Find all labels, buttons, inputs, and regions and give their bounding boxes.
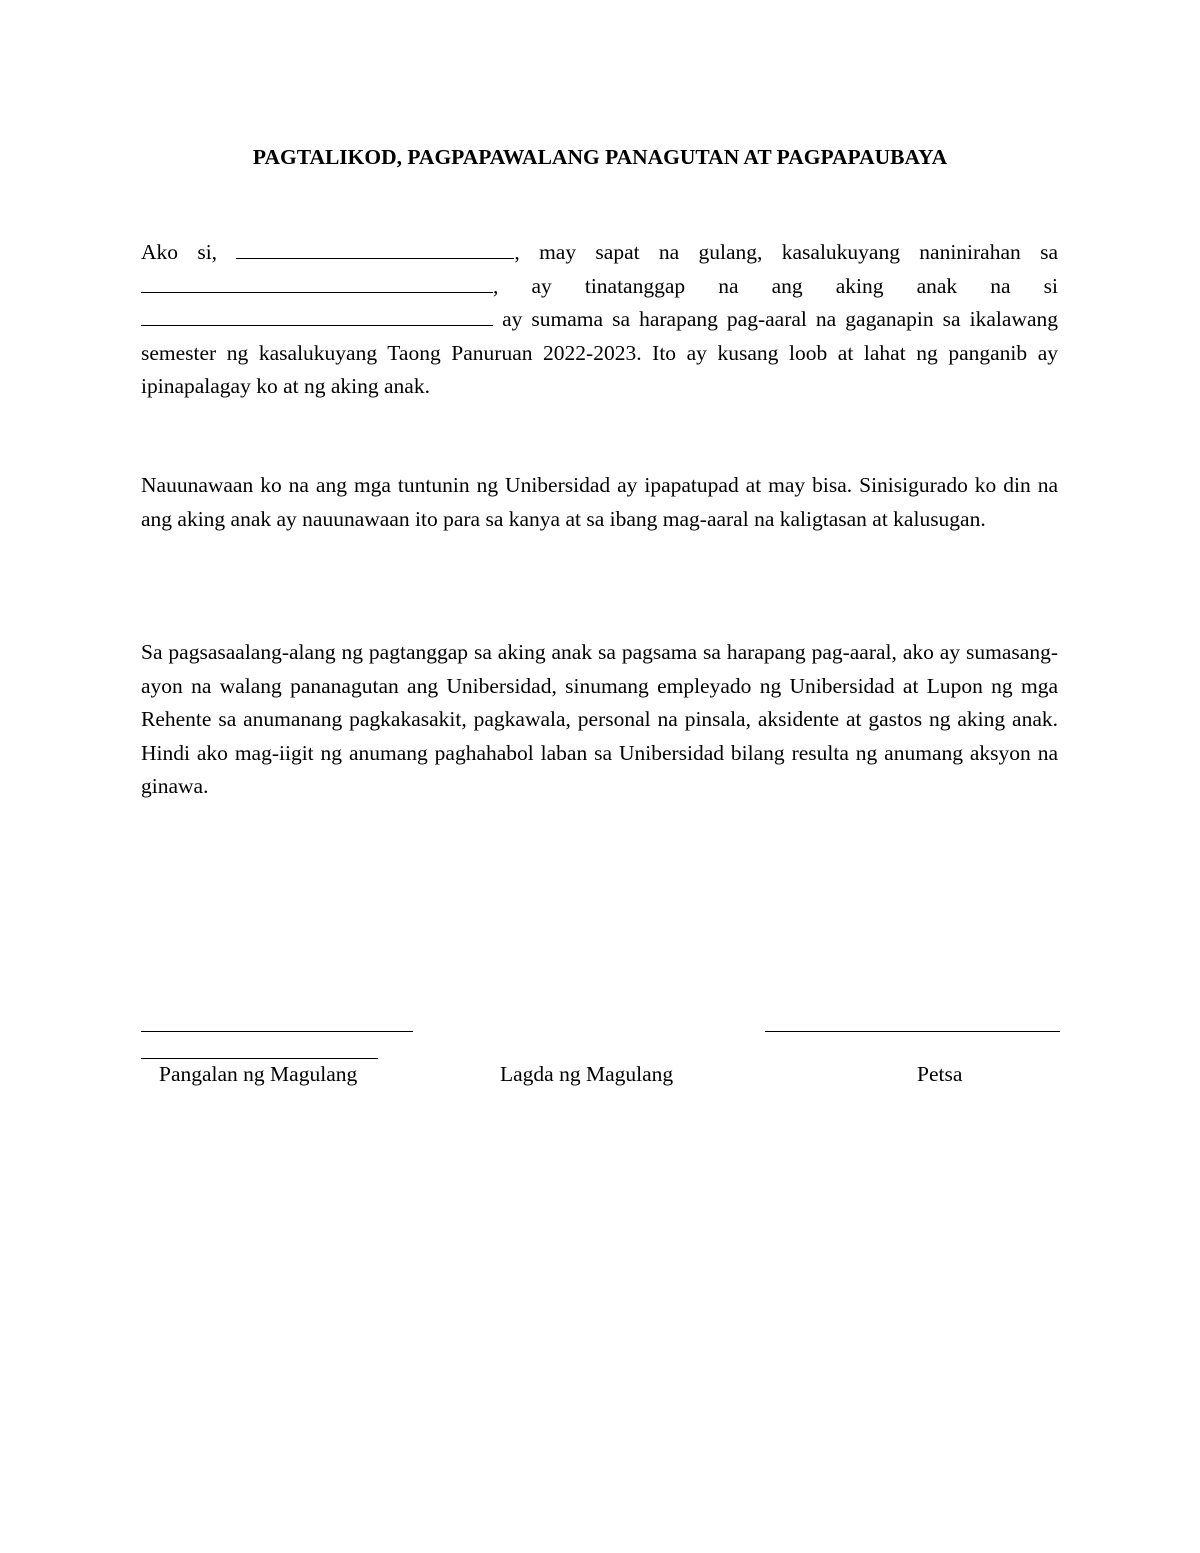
date-label: Petsa (917, 1062, 963, 1086)
parent-name-blank[interactable] (236, 237, 514, 259)
paragraph-lead: Ako si, (141, 240, 218, 264)
parent-name-label: Pangalan ng Magulang (159, 1062, 358, 1086)
paragraph-waiver: Sa pagsasaalang-alang ng pagtanggap sa aking anak sa pagsama sa harapang pag-aaral, ako ay sumasang-ayon na walang pananagutan ang Unibersidad, sinumang empleyado ng Unibersidad at Lupon ng mga Rehente sa anumanang pagkakasakit, pagkawala, personal na pinsala, aksidente at gastos ng aking anak. Hindi ako mag-iigit ng anumang paghahabol laban sa Unibersidad bilang resulta ng anumang aksyon na ginawa. (141, 640, 1058, 798)
paragraph-rules: Nauunawaan ko na ang mga tuntunin ng Unibersidad ay ipapatupad at may bisa. Sinisigurado ko din na ang aking anak ay nauunawaan ito para sa kanya at sa ibang mag-aaral na kaligtasan at kalusugan. (141, 473, 1058, 531)
parent-signature-label: Lagda ng Magulang (500, 1062, 674, 1086)
date-line[interactable] (765, 1031, 1060, 1032)
paragraph-consent (141, 236, 1058, 404)
child-name-blank[interactable] (141, 304, 493, 326)
signature-line-left[interactable] (141, 1031, 413, 1032)
paragraph-after-name: , may sapat na gulang, kasalukuyang naninirahan sa (514, 240, 1058, 264)
address-blank[interactable] (141, 271, 493, 293)
paragraph-after-child: ay sumama sa harapang pag-aaral na gaganapin sa ikalawang semester ng kasalukuyang Taong Panuruan 2022-2023. Ito ay kusang loob at lahat ng panganib ay ipinapalagay ko at ng aking anak. (141, 307, 1059, 398)
paragraph-after-address: , ay tinatanggap na ang aking anak na si (493, 273, 1058, 298)
name-line[interactable] (141, 1058, 378, 1059)
document-title: PAGTALIKOD, PAGPAPAWALANG PANAGUTAN AT PAGPAPAUBAYA (252, 145, 948, 169)
